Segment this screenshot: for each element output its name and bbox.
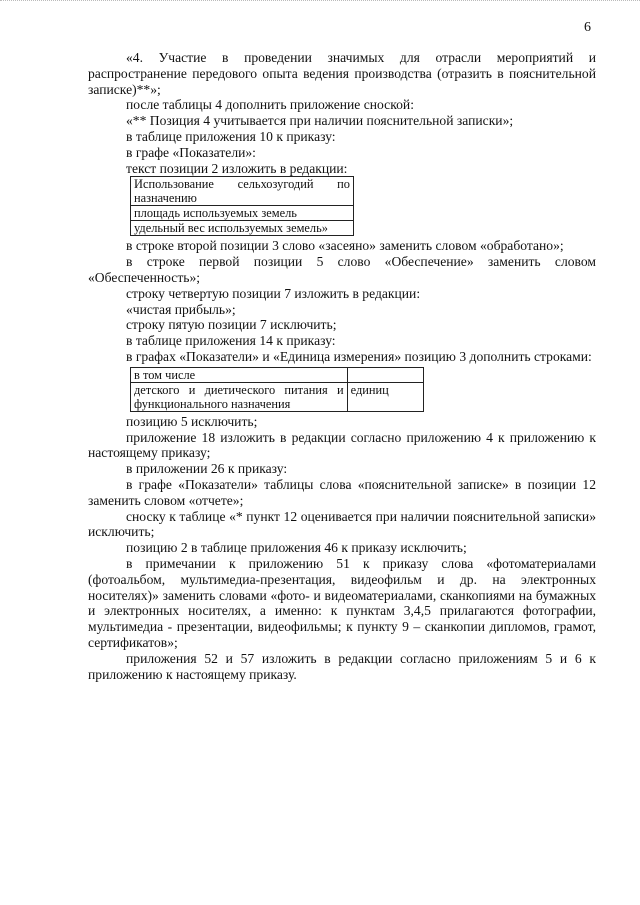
table-row <box>131 367 424 382</box>
paragraph: «4. Участие в проведении значимых для отрасли мероприятий и распространение передового опыта ведения производства (отразить в пояснительной записке)**»; <box>88 50 596 97</box>
table-row <box>131 177 354 206</box>
cell-text: детского и диетического питания и <box>134 382 344 397</box>
paragraph: «чистая прибыль»; <box>126 301 236 317</box>
table-cell: площадь используемых земель <box>131 206 354 221</box>
document-body <box>88 50 596 682</box>
table-cell <box>131 382 348 411</box>
table-row <box>131 206 354 221</box>
paragraph: приложение 18 изложить в редакции согласно приложению 4 к приложению к настоящему приказу; <box>88 429 596 461</box>
indicators-units-table <box>130 367 424 412</box>
paragraph: в строке второй позиции 3 слово «засеяно» заменить словом «обработано»; <box>126 238 564 254</box>
table-cell: удельный вес используемых земель» <box>131 221 354 236</box>
table-row <box>131 382 424 411</box>
paragraph: строку четвертую позиции 7 изложить в редакции: <box>126 285 421 301</box>
scan-edge <box>0 0 640 3</box>
paragraph: приложения 52 и 57 изложить в редакции согласно приложениям 5 и 6 к приложению к настоящему приказу. <box>88 650 596 682</box>
paragraph: в строке первой позиции 5 слово «Обеспечение» заменить словом «Обеспеченность»; <box>88 254 596 285</box>
paragraph: в приложении 26 к приказу: <box>126 461 288 477</box>
page-number: 6 <box>584 20 591 35</box>
paragraph: строку пятую позиции 7 исключить; <box>126 317 337 333</box>
cell-text: Использование сельхозугодий по <box>134 177 350 192</box>
cell-text: функционального назначения <box>134 396 291 411</box>
paragraph: в графах «Показатели» и «Единица измерения» позицию 3 дополнить строками: <box>126 348 592 364</box>
table-cell: единиц <box>347 382 423 411</box>
paragraph: в графе «Показатели» таблицы слова «пояснительной записке» в позиции 12 заменить словом «отчете»; <box>88 476 596 508</box>
paragraph: в таблице приложения 14 к приказу: <box>126 333 336 349</box>
table-cell <box>347 367 423 382</box>
cell-text: назначению <box>134 191 197 206</box>
table-row <box>131 221 354 236</box>
paragraph: текст позиции 2 изложить в редакции: <box>126 160 348 176</box>
table-cell: в том числе <box>131 367 348 382</box>
paragraph: сноску к таблице «* пункт 12 оценивается при наличии пояснительной записки» исключить; <box>88 508 596 540</box>
table-cell <box>131 177 354 206</box>
paragraph: в графе «Показатели»: <box>126 144 256 160</box>
paragraph: в примечании к приложению 51 к приказу слова «фотоматериалами (фотоальбом, мультимедиа-презентация, видеофильм и др. на электронных носителях)» заменить словами «фото- и видеоматериалами, сканкопиями на бумажных и электронных носителях, а именно: к пунктам 3,4,5 прилагаются фотографии, мультимедиа - презентации, видеофильмы; к пункту 9 – сканкопии дипломов, грамот, сертификатов»; <box>88 555 596 650</box>
indicators-table <box>130 176 354 236</box>
paragraph: «** Позиция 4 учитывается при наличии пояснительной записки»; <box>126 113 514 129</box>
paragraph: после таблицы 4 дополнить приложение сноской: <box>126 97 414 113</box>
paragraph: позицию 5 исключить; <box>126 413 258 429</box>
paragraph: позицию 2 в таблице приложения 46 к приказу исключить; <box>126 540 467 556</box>
paragraph: в таблице приложения 10 к приказу: <box>126 128 336 144</box>
